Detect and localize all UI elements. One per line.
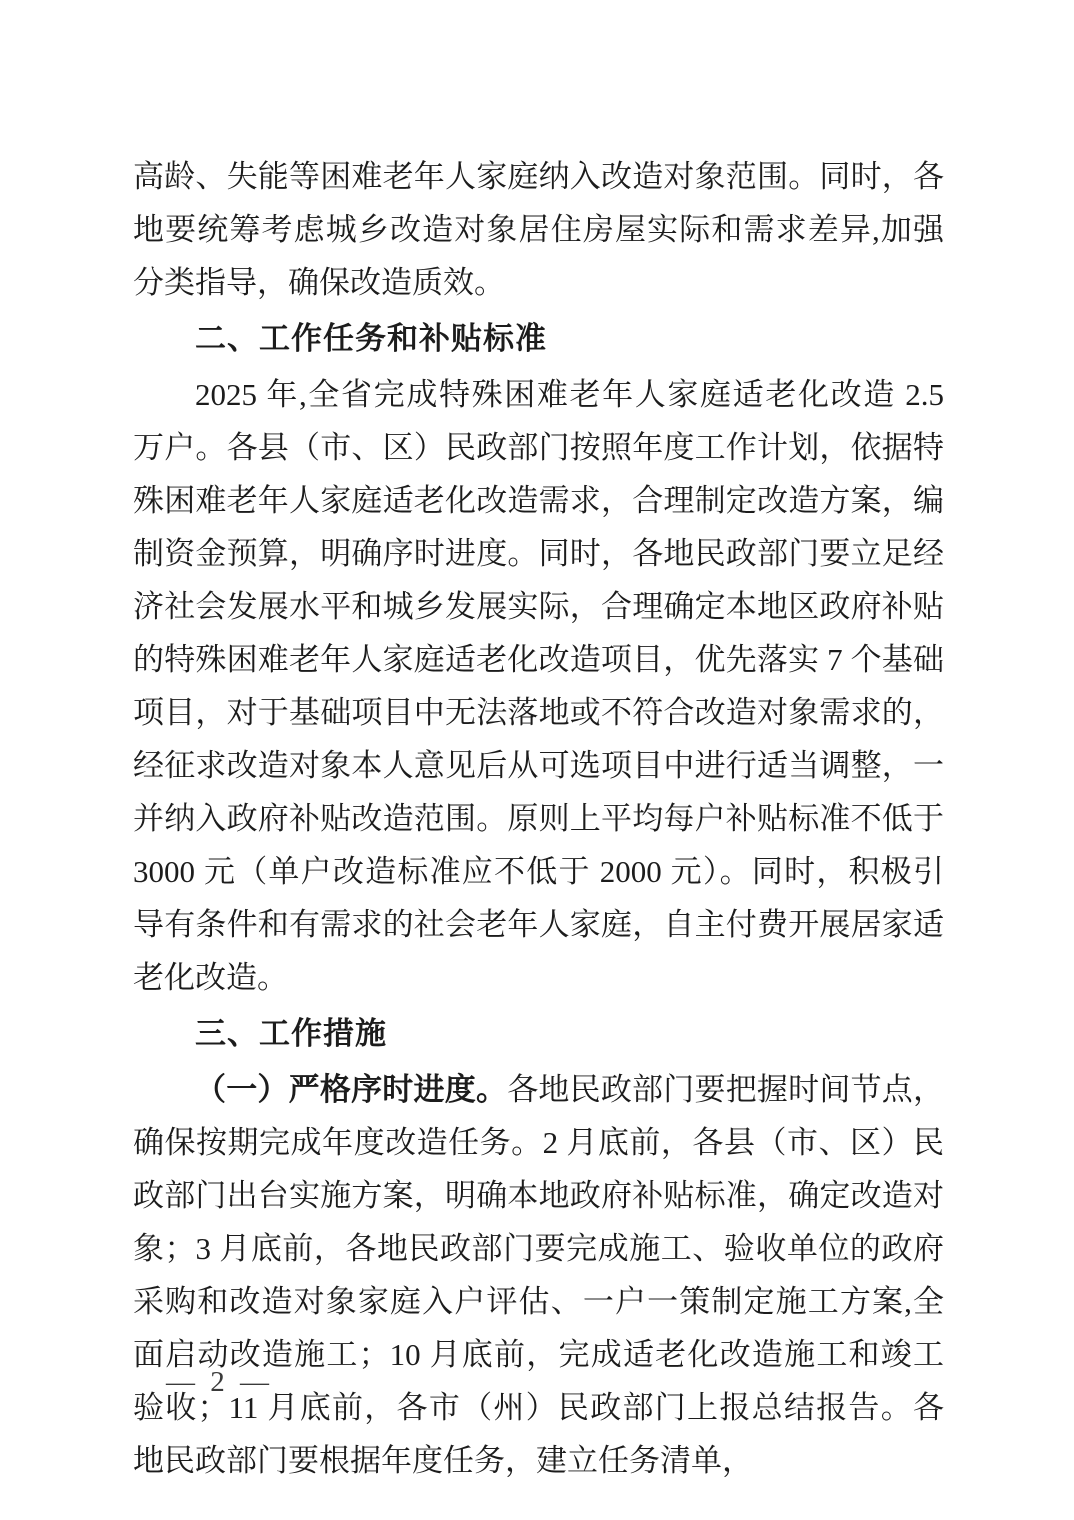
page-number: — 2 — — [166, 1366, 273, 1398]
section-heading-2: 二、工作任务和补贴标准 — [195, 321, 547, 356]
paragraph-measures — [133, 1063, 944, 1487]
paragraph-measures-text: 各地民政部门要把握时间节点，确保按期完成年度改造任务。2 月底前，各县（市、区）民政部门出台实施方案，明确本地政府补贴标准，确定改造对象；3 月底前，各地民政部门要完成施工、验收单位的政府采购和改造对象家庭入户评估、一户一策制定施工方案,全面启动改造施工；10 月底前，完成适老化改造施工和竣工验收；11 月底前，各市（州）民政部门上报总结报告。各地民政部门要根据年度任务，建立任务清单， — [133, 1072, 945, 1478]
paragraph-tasks-and-subsidy: 2025 年,全省完成特殊困难老年人家庭适老化改造 2.5 万户。各县（市、区）民政部门按照年度工作计划，依据特殊困难老年人家庭适老化改造需求，合理制定改造方案，编制资金预算，明确序时进度。同时，各地民政部门要立足经济社会发展水平和城乡发展实际，合理确定本地区政府补贴的特殊困难老年人家庭适老化改造项目，优先落实 7 个基础项目，对于基础项目中无法落地或不符合改造对象需求的，经征求改造对象本人意见后从可选项目中进行适当调整，一并纳入政府补贴改造范围。原则上平均每户补贴标准不低于 3000 元（单户改造标准应不低于 2000 元）。同时，积极引导有条件和有需求的社会老年人家庭，自主付费开展居家适老化改造。 — [133, 377, 944, 995]
subsection-lead-title: （一）严格序时进度。 — [195, 1072, 508, 1107]
paragraph-continued-from-previous-page: 高龄、失能等困难老年人家庭纳入改造对象范围。同时，各地要统筹考虑城乡改造对象居住房屋实际和需求差异,加强分类指导，确保改造质效。 — [133, 159, 944, 300]
section-heading-3: 三、工作措施 — [195, 1016, 387, 1051]
